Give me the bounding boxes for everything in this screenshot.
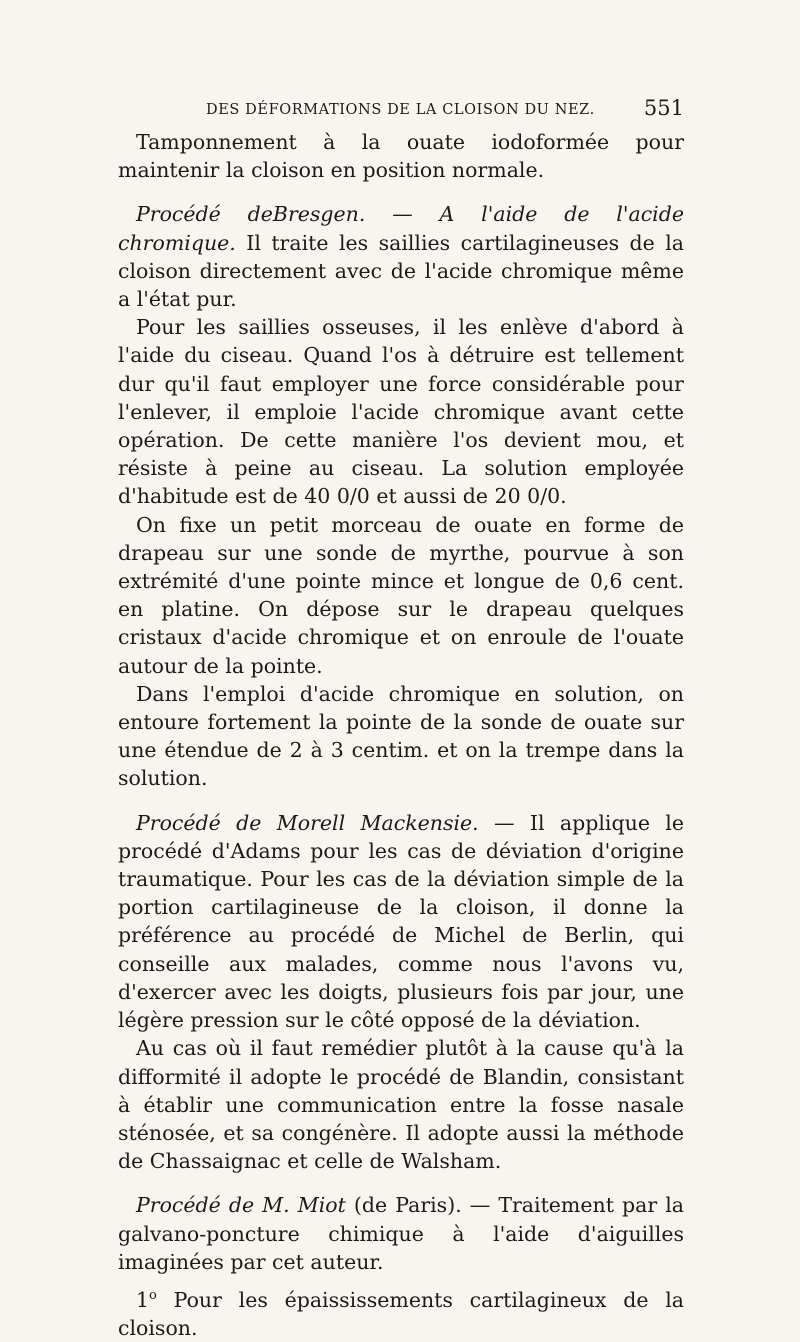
paragraph-morceau-ouate: On fixe un petit morceau de ouate en forme de drapeau sur une sonde de myrthe, pourvue à son extrémité d'une pointe mince et longue de 0,6 cent. en platine. On dépose sur le drapeau quelques cristaux d'acide chromique et on enroule de l'ouate autour de la pointe.: [118, 512, 684, 678]
paragraph-blandin: Au cas où il faut remédier plutôt à la cause qu'à la difformité il adopte le procédé de Blandin, consistant à établir une communication entre la fosse nasale sténosée, et sa congénère. Il adopte aussi la méthode de Chassaignac et celle de Walsham.: [118, 1036, 684, 1174]
paragraph-saillies-osseuses: Pour les saillies osseuses, il les enlève d'abord à l'aide du ciseau. Quand l'os à détruire est tellement dur qu'il faut employer une force considérable pour l'enlever, il emploie l'acide chromique avant cette opération. De cette manière l'os devient mou, et résiste à peine au ciseau. La solution employée d'habitude est de 40 0/0 et aussi de 20 0/0.: [118, 315, 684, 509]
paragraph-miot: [118, 1191, 684, 1276]
page-number: 551: [643, 96, 684, 120]
paragraph-tamponnement: Tamponnement à la ouate iodoformée pour maintenir la cloison en position normale.: [118, 130, 684, 183]
body-text: [118, 128, 684, 1342]
paragraph-mackensie: [118, 809, 684, 1035]
miot-text: (de Paris). — Traitement par la galvano-poncture chimique à l'aide d'aiguilles imaginées par cet auteur.: [118, 1193, 684, 1274]
running-title: DES DÉFORMATIONS DE LA CLOISON DU NEZ.: [206, 102, 595, 118]
paragraph-bresgen: [118, 200, 684, 313]
page-header: [118, 96, 684, 126]
paragraph-solution: Dans l'emploi d'acide chromique en solution, on entoure fortement la pointe de la sonde de ouate sur une étendue de 2 à 3 centim. et on la trempe dans la solution.: [118, 681, 684, 791]
ordinal-superscript: o: [149, 1288, 157, 1304]
miot-heading: Procédé de M. Miot: [136, 1193, 346, 1218]
mackensie-text: — Il applique le procédé d'Adams pour les cas de déviation d'origine traumatique. Pour les cas de la déviation simple de la portion cartilagineuse de la cloison, il donne la préférence au procédé de Michel de Berlin, qui conseille aux malades, comme nous l'avons vu, d'exercer avec les doigts, plusieurs fois par jour, une légère pression sur le côté opposé de la déviation.: [118, 810, 684, 1033]
epaississements-text: Pour les épaississements cartilagineux de la cloison.: [118, 1287, 684, 1341]
paragraph-epaississements: [118, 1286, 684, 1342]
bresgen-heading: Procédé deBresgen. — A l'aide de l'acide chromique.: [118, 202, 684, 255]
list-number: 1: [136, 1287, 150, 1312]
mackensie-heading: Procédé de Morell Mackensie.: [136, 810, 479, 835]
bresgen-text: Il traite les saillies cartilagineuses de la cloison directement avec de l'acide chromique même a l'état pur.: [118, 230, 684, 312]
